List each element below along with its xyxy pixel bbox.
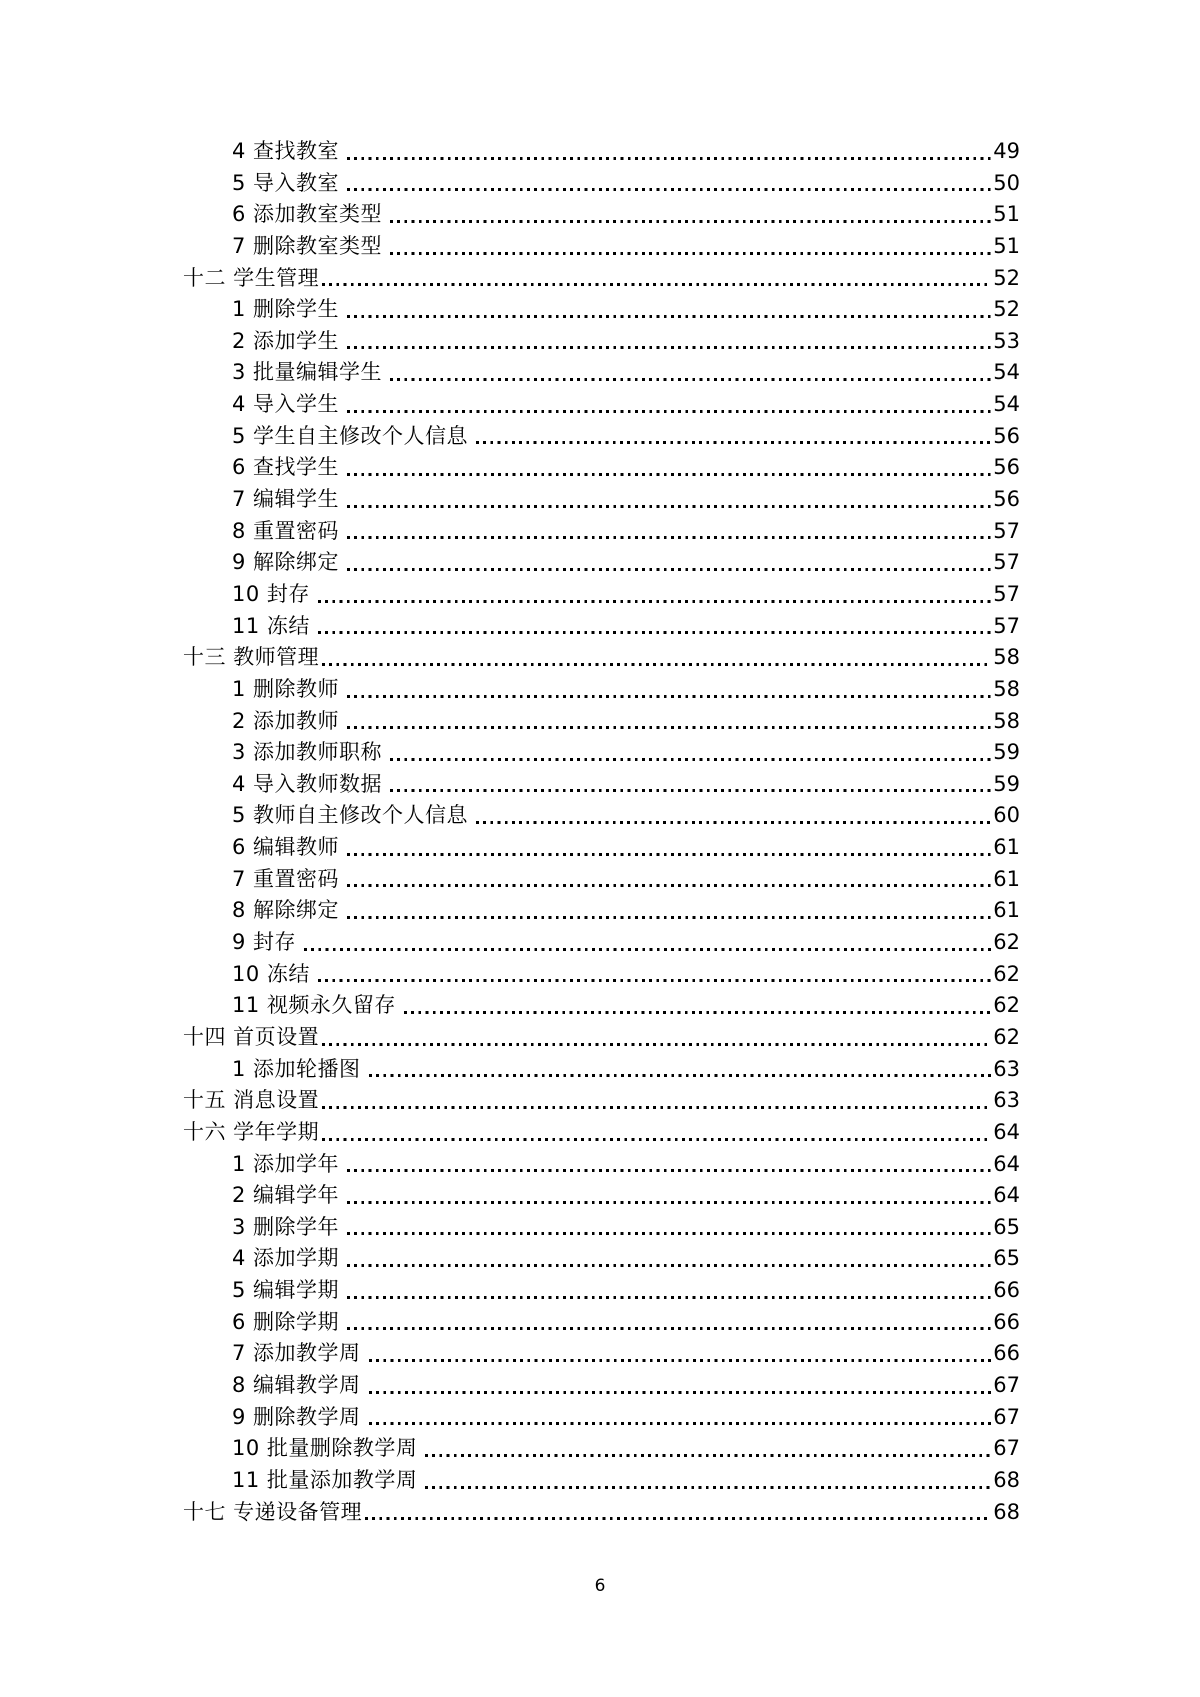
toc-entry-label: 2 添加学生 bbox=[232, 328, 340, 353]
toc-entry-page-number: 68 bbox=[993, 1499, 1020, 1524]
toc-entry-label: 9 解除绑定 bbox=[232, 550, 340, 575]
toc-entry-page-number: 62 bbox=[993, 961, 1020, 986]
toc-entry[interactable] bbox=[183, 1243, 1020, 1275]
toc-entry[interactable] bbox=[183, 706, 1020, 738]
toc-entry[interactable] bbox=[183, 1338, 1020, 1370]
toc-entry-label: 1 删除教师 bbox=[232, 676, 340, 701]
toc-entry-label: 11 冻结 bbox=[232, 613, 310, 638]
toc-entry-page-number: 57 bbox=[993, 518, 1020, 543]
toc-entry[interactable] bbox=[183, 1307, 1020, 1339]
dot-leader bbox=[390, 252, 991, 255]
toc-entry-label: 十三 教师管理 bbox=[183, 645, 320, 670]
toc-entry[interactable] bbox=[183, 547, 1020, 579]
dot-leader bbox=[318, 631, 991, 634]
toc-entry[interactable] bbox=[183, 231, 1020, 263]
dot-leader bbox=[365, 1517, 991, 1520]
toc-entry-label: 10 封存 bbox=[232, 581, 310, 606]
toc-entry[interactable] bbox=[183, 357, 1020, 389]
toc-entry-page-number: 57 bbox=[993, 581, 1020, 606]
toc-entry-label: 4 查找教室 bbox=[232, 139, 340, 163]
toc-entry-label: 7 重置密码 bbox=[232, 866, 340, 891]
toc-entry[interactable] bbox=[183, 389, 1020, 421]
toc-entry[interactable] bbox=[183, 737, 1020, 769]
dot-leader bbox=[425, 1454, 991, 1457]
toc-entry-page-number: 66 bbox=[993, 1309, 1020, 1334]
toc-entry-page-number: 52 bbox=[993, 297, 1020, 322]
toc-entry-page-number: 66 bbox=[993, 1341, 1020, 1366]
toc-entry[interactable] bbox=[183, 1180, 1020, 1212]
toc-entry[interactable] bbox=[183, 895, 1020, 927]
toc-entry[interactable] bbox=[183, 421, 1020, 453]
toc-entry-page-number: 53 bbox=[993, 328, 1020, 353]
dot-leader bbox=[476, 441, 991, 444]
toc-entry-page-number: 49 bbox=[993, 139, 1020, 163]
dot-leader bbox=[347, 884, 991, 887]
toc-entry[interactable] bbox=[183, 674, 1020, 706]
toc-entry-label: 11 视频永久留存 bbox=[232, 993, 396, 1018]
toc-entry-page-number: 61 bbox=[993, 835, 1020, 860]
toc-entry[interactable] bbox=[183, 864, 1020, 896]
toc-entry-page-number: 57 bbox=[993, 550, 1020, 575]
toc-entry-page-number: 64 bbox=[993, 1119, 1020, 1144]
dot-leader bbox=[347, 473, 991, 476]
toc-entry-page-number: 62 bbox=[993, 1024, 1020, 1049]
toc-entry-page-number: 63 bbox=[993, 1056, 1020, 1081]
toc-entry-page-number: 50 bbox=[993, 170, 1020, 195]
toc-entry-label: 8 重置密码 bbox=[232, 518, 340, 543]
toc-entry[interactable] bbox=[183, 1370, 1020, 1402]
toc-entry-page-number: 68 bbox=[993, 1467, 1020, 1492]
toc-entry-label: 6 查找学生 bbox=[232, 455, 340, 480]
toc-entry[interactable] bbox=[183, 800, 1020, 832]
toc-entry[interactable] bbox=[183, 294, 1020, 326]
toc-entry-page-number: 51 bbox=[993, 233, 1020, 258]
dot-leader bbox=[322, 1043, 991, 1046]
dot-leader bbox=[390, 378, 991, 381]
toc-entry-label: 十七 专递设备管理 bbox=[183, 1499, 363, 1524]
dot-leader bbox=[322, 1106, 991, 1109]
dot-leader bbox=[347, 536, 991, 539]
toc-entry-label: 4 导入学生 bbox=[232, 392, 340, 417]
toc-entry-page-number: 62 bbox=[993, 930, 1020, 955]
toc-entry[interactable] bbox=[183, 484, 1020, 516]
toc-entry[interactable] bbox=[183, 1022, 1020, 1054]
toc-entry[interactable] bbox=[183, 1085, 1020, 1117]
dot-leader bbox=[347, 1264, 991, 1267]
dot-leader bbox=[304, 948, 991, 951]
dot-leader bbox=[347, 505, 991, 508]
dot-leader bbox=[369, 1391, 992, 1394]
dot-leader bbox=[347, 1201, 991, 1204]
dot-leader bbox=[322, 283, 991, 286]
dot-leader bbox=[322, 663, 991, 666]
toc-entry-page-number: 54 bbox=[993, 392, 1020, 417]
dot-leader bbox=[322, 1138, 991, 1141]
toc-entry-page-number: 59 bbox=[993, 740, 1020, 765]
toc-entry-label: 3 删除学年 bbox=[232, 1214, 340, 1239]
toc-entry-page-number: 56 bbox=[993, 423, 1020, 448]
dot-leader bbox=[347, 916, 991, 919]
dot-leader bbox=[347, 1327, 991, 1330]
dot-leader bbox=[476, 821, 991, 824]
dot-leader bbox=[347, 726, 991, 729]
toc-entry[interactable] bbox=[183, 769, 1020, 801]
toc-entry-page-number: 56 bbox=[993, 487, 1020, 512]
toc-entry[interactable] bbox=[183, 136, 1020, 168]
toc-entry-page-number: 58 bbox=[993, 676, 1020, 701]
toc-entry[interactable] bbox=[183, 1497, 1020, 1529]
toc-entry-label: 10 冻结 bbox=[232, 961, 310, 986]
toc-entry-label: 1 删除学生 bbox=[232, 297, 340, 322]
dot-leader bbox=[318, 600, 991, 603]
dot-leader bbox=[347, 410, 991, 413]
toc-entry-page-number: 52 bbox=[993, 265, 1020, 290]
dot-leader bbox=[318, 979, 991, 982]
dot-leader bbox=[390, 789, 991, 792]
toc-entry-label: 9 删除教学周 bbox=[232, 1404, 361, 1429]
toc-entry-page-number: 63 bbox=[993, 1088, 1020, 1113]
toc-entry[interactable] bbox=[183, 990, 1020, 1022]
toc-entry-label: 5 学生自主修改个人信息 bbox=[232, 423, 469, 448]
dot-leader bbox=[347, 188, 991, 191]
toc-entry-label: 7 添加教学周 bbox=[232, 1341, 361, 1366]
toc-entry[interactable] bbox=[183, 516, 1020, 548]
footer-page-number: 6 bbox=[594, 1576, 606, 1596]
dot-leader bbox=[369, 1422, 992, 1425]
dot-leader bbox=[347, 1296, 991, 1299]
toc-entry-page-number: 64 bbox=[993, 1151, 1020, 1176]
toc-entry[interactable] bbox=[183, 199, 1020, 231]
toc-entry[interactable] bbox=[183, 1465, 1020, 1497]
dot-leader bbox=[347, 346, 991, 349]
toc-entry-label: 5 教师自主修改个人信息 bbox=[232, 803, 469, 828]
toc-entry-page-number: 67 bbox=[993, 1436, 1020, 1461]
dot-leader bbox=[347, 1169, 991, 1172]
toc-entry-label: 2 编辑学年 bbox=[232, 1183, 340, 1208]
toc-entry-label: 5 编辑学期 bbox=[232, 1278, 340, 1303]
table-of-contents bbox=[183, 136, 1020, 1528]
toc-entry-label: 8 编辑教学周 bbox=[232, 1372, 361, 1397]
dot-leader bbox=[425, 1486, 991, 1489]
toc-entry-label: 6 添加教室类型 bbox=[232, 202, 383, 227]
toc-entry-page-number: 56 bbox=[993, 455, 1020, 480]
toc-entry[interactable] bbox=[183, 168, 1020, 200]
toc-entry[interactable] bbox=[183, 1433, 1020, 1465]
toc-entry-label: 十五 消息设置 bbox=[183, 1088, 320, 1113]
page-footer bbox=[0, 1576, 1200, 1596]
toc-entry[interactable] bbox=[183, 927, 1020, 959]
dot-leader bbox=[347, 1232, 991, 1235]
toc-entry-page-number: 58 bbox=[993, 645, 1020, 670]
toc-entry-page-number: 64 bbox=[993, 1183, 1020, 1208]
toc-entry[interactable] bbox=[183, 832, 1020, 864]
dot-leader bbox=[347, 568, 991, 571]
dot-leader bbox=[347, 157, 991, 160]
toc-entry[interactable] bbox=[183, 1402, 1020, 1434]
toc-entry-page-number: 67 bbox=[993, 1404, 1020, 1429]
toc-entry-page-number: 65 bbox=[993, 1214, 1020, 1239]
toc-entry-label: 1 添加轮播图 bbox=[232, 1056, 361, 1081]
toc-entry-page-number: 51 bbox=[993, 202, 1020, 227]
toc-entry[interactable] bbox=[183, 1054, 1020, 1086]
toc-entry-label: 2 添加教师 bbox=[232, 708, 340, 733]
toc-entry[interactable] bbox=[183, 1275, 1020, 1307]
toc-entry-label: 3 添加教师职称 bbox=[232, 740, 383, 765]
toc-entry-label: 十六 学年学期 bbox=[183, 1119, 320, 1144]
toc-entry-page-number: 62 bbox=[993, 993, 1020, 1018]
toc-entry[interactable] bbox=[183, 452, 1020, 484]
dot-leader bbox=[347, 315, 991, 318]
toc-entry-label: 7 编辑学生 bbox=[232, 487, 340, 512]
toc-entry[interactable] bbox=[183, 959, 1020, 991]
dot-leader bbox=[390, 220, 991, 223]
dot-leader bbox=[390, 758, 991, 761]
toc-entry-page-number: 61 bbox=[993, 898, 1020, 923]
toc-entry-page-number: 54 bbox=[993, 360, 1020, 385]
toc-entry-label: 9 封存 bbox=[232, 930, 297, 955]
toc-entry-label: 8 解除绑定 bbox=[232, 898, 340, 923]
toc-entry-page-number: 66 bbox=[993, 1278, 1020, 1303]
dot-leader bbox=[347, 853, 991, 856]
toc-entry[interactable] bbox=[183, 579, 1020, 611]
dot-leader bbox=[369, 1359, 992, 1362]
toc-entry-label: 7 删除教室类型 bbox=[232, 233, 383, 258]
toc-entry-label: 1 添加学年 bbox=[232, 1151, 340, 1176]
toc-entry[interactable] bbox=[183, 1117, 1020, 1149]
toc-entry-label: 5 导入教室 bbox=[232, 170, 340, 195]
dot-leader bbox=[404, 1011, 991, 1014]
toc-entry-label: 6 编辑教师 bbox=[232, 835, 340, 860]
toc-entry[interactable] bbox=[183, 326, 1020, 358]
dot-leader bbox=[347, 695, 991, 698]
toc-entry-label: 4 导入教师数据 bbox=[232, 771, 383, 796]
toc-entry-page-number: 67 bbox=[993, 1372, 1020, 1397]
toc-entry-page-number: 59 bbox=[993, 771, 1020, 796]
toc-entry-page-number: 58 bbox=[993, 708, 1020, 733]
toc-entry[interactable] bbox=[183, 1212, 1020, 1244]
toc-entry-page-number: 65 bbox=[993, 1246, 1020, 1271]
toc-entry[interactable] bbox=[183, 263, 1020, 295]
toc-entry[interactable] bbox=[183, 1149, 1020, 1181]
toc-entry-page-number: 57 bbox=[993, 613, 1020, 638]
toc-entry-page-number: 61 bbox=[993, 866, 1020, 891]
toc-entry-label: 6 删除学期 bbox=[232, 1309, 340, 1334]
toc-entry-label: 4 添加学期 bbox=[232, 1246, 340, 1271]
toc-entry-label: 十二 学生管理 bbox=[183, 265, 320, 290]
toc-entry[interactable] bbox=[183, 642, 1020, 674]
toc-entry-page-number: 60 bbox=[993, 803, 1020, 828]
toc-entry-label: 十四 首页设置 bbox=[183, 1024, 320, 1049]
dot-leader bbox=[369, 1074, 992, 1077]
toc-entry-label: 3 批量编辑学生 bbox=[232, 360, 383, 385]
toc-entry[interactable] bbox=[183, 611, 1020, 643]
toc-entry-label: 11 批量添加教学周 bbox=[232, 1467, 418, 1492]
toc-entry-label: 10 批量删除教学周 bbox=[232, 1436, 418, 1461]
